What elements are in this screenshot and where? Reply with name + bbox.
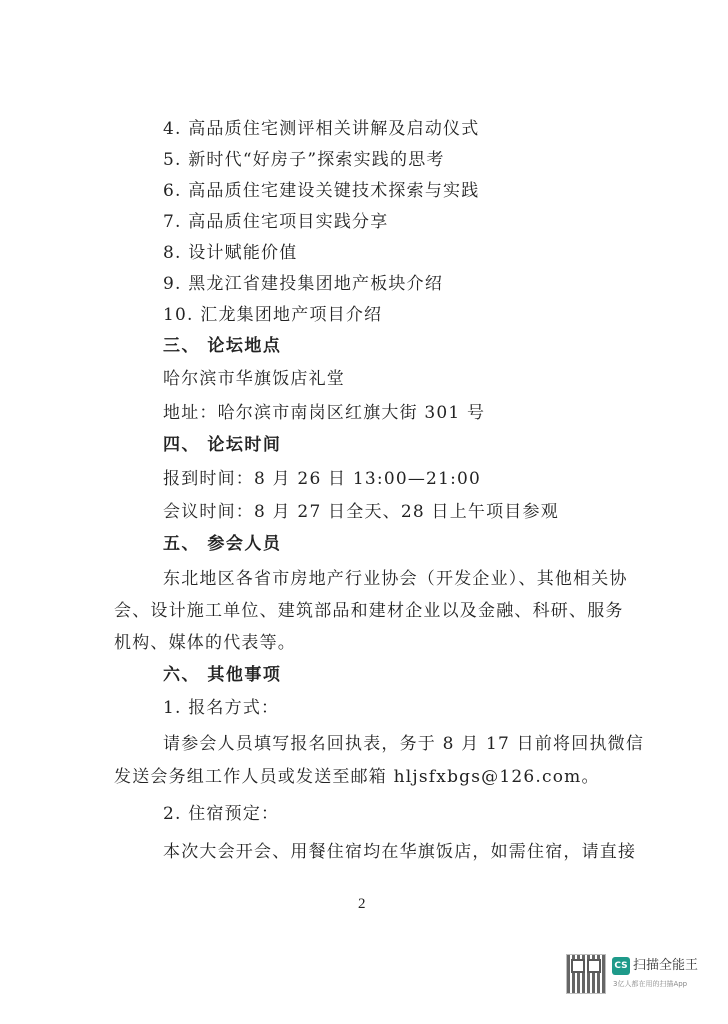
qr-code-icon: [567, 955, 605, 993]
registration-line-1: 请参会人员填写报名回执表，务于 8 月 17 日前将回执微信: [163, 734, 645, 754]
agenda-item-5: 5. 新时代“好房子”探索实践的思考: [163, 150, 445, 170]
venue-name: 哈尔滨市华旗饭店礼堂: [163, 369, 345, 389]
watermark-app-name: 扫描全能王: [633, 958, 699, 973]
agenda-item-6: 6. 高品质住宅建设关键技术探索与实践: [163, 181, 480, 201]
attendees-line-1: 东北地区各省市房地产行业协会（开发企业）、其他相关协: [163, 569, 628, 589]
meeting-time: 会议时间：8 月 27 日全天、28 日上午项目参观: [163, 502, 559, 522]
watermark-subtitle: 3亿人都在用的扫描App: [613, 980, 688, 988]
registration-heading: 1. 报名方式：: [163, 698, 280, 718]
agenda-item-7: 7. 高品质住宅项目实践分享: [163, 212, 389, 232]
section-heading-time: 四、 论坛时间: [163, 435, 282, 455]
lodging-heading: 2. 住宿预定：: [163, 804, 280, 824]
scanner-watermark: [567, 955, 719, 997]
agenda-item-4: 4. 高品质住宅测评相关讲解及启动仪式: [163, 119, 480, 139]
checkin-time: 报到时间：8 月 26 日 13:00—21:00: [163, 469, 482, 489]
registration-line-2: 发送会务组工作人员或发送至邮箱 hljsfxbgs@126.com。: [114, 767, 600, 787]
attendees-line-3: 机构、媒体的代表等。: [114, 633, 296, 653]
camscanner-logo-icon: CS: [612, 957, 630, 975]
section-heading-other: 六、 其他事项: [163, 665, 282, 685]
section-heading-attendees: 五、 参会人员: [163, 534, 282, 554]
section-heading-venue: 三、 论坛地点: [163, 336, 282, 356]
attendees-line-2: 会、设计施工单位、建筑部品和建材企业以及金融、科研、服务: [114, 601, 624, 621]
page-number: 2: [358, 896, 366, 912]
agenda-item-10: 10. 汇龙集团地产项目介绍: [163, 305, 383, 325]
lodging-line-1: 本次大会开会、用餐住宿均在华旗饭店，如需住宿，请直接: [163, 842, 637, 862]
venue-address: 地址：哈尔滨市南岗区红旗大街 301 号: [163, 403, 486, 423]
agenda-item-8: 8. 设计赋能价值: [163, 243, 298, 263]
agenda-item-9: 9. 黑龙江省建投集团地产板块介绍: [163, 274, 444, 294]
